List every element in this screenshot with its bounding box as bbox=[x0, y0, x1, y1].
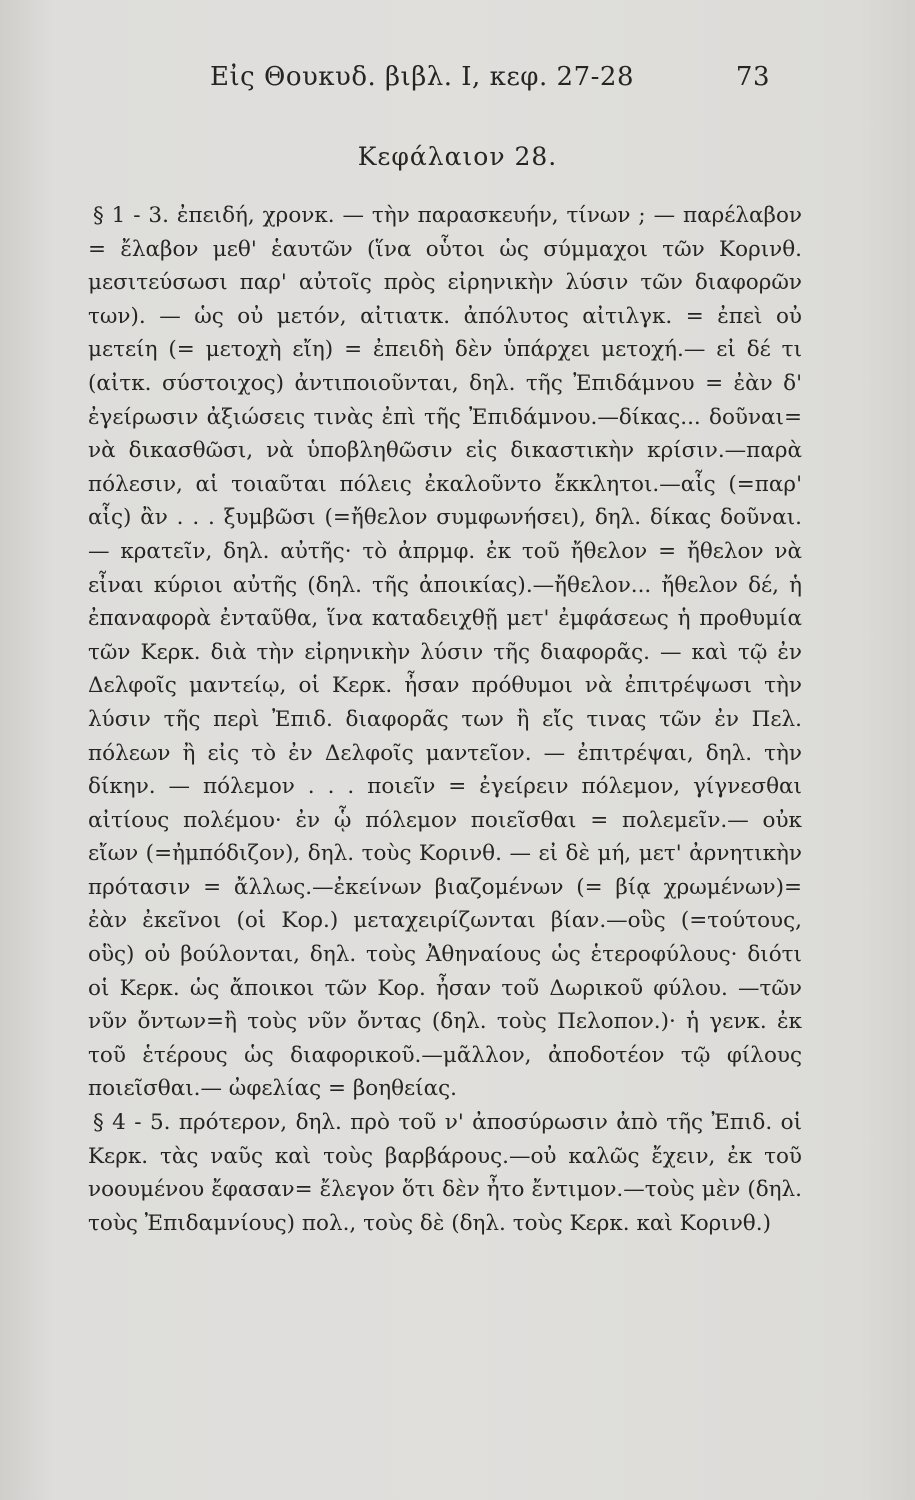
chapter-title: Κεφάλαιον 28. bbox=[357, 142, 558, 171]
page-number: 73 bbox=[735, 62, 770, 92]
paragraph-section-1-3: § 1 - 3. ἐπειδή, χρονκ. — τὴν παρασκευήν, τίνων ; — παρέλαβον = ἔλαβον μεθ' ἑαυτῶν (ἵνα οὗτοι ὡς σύμμαχοι τῶν Κορινθ. μεσιτεύσωσι παρ' αὐτοῖς πρὸς εἰρηνικὴν λύσιν τῶν διαφορῶν των). — ὡς οὐ μετόν, αἰτιατκ. ἀπόλυτος αἰτιλγκ. = ἐπεὶ οὐ μετείη (= μετοχὴ εἴη) = ἐπειδὴ δὲν ὑπάρχει μετοχή.— εἰ δέ τι (αἰτκ. σύστοιχος) ἀντιποιοῦνται, δηλ. τῆς Ἐπιδάμνου = ἐὰν δ' ἐγείρωσιν ἀξιώσεις τινὰς ἐπὶ τῆς Ἐπιδάμνου.—δίκας... δοῦναι= νὰ δικασθῶσι, νὰ ὑποβληθῶσιν εἰς δικαστικὴν κρίσιν.—παρὰ πόλεσιν, αἱ τοιαῦται πόλεις ἐκαλοῦντο ἔκκλητοι.—αἷς (=παρ' αἷς) ἂν . . . ξυμβῶσι (=ἤθελον συμφωνήσει), δηλ. δίκας δοῦναι.— κρατεῖν, δηλ. αὐτῆς· τὸ ἀπρμφ. ἐκ τοῦ ἤθελον = ἤθελον νὰ εἶναι κύριοι αὐτῆς (δηλ. τῆς ἀποικίας).—ἤθελον... ἤθελον δέ, ἡ ἐπαναφορὰ ἐνταῦθα, ἵνα καταδειχθῇ μετ' ἐμφάσεως ἡ προθυμία τῶν Κερκ. διὰ τὴν εἰρηνικὴν λύσιν τῆς διαφορᾶς. — καὶ τῷ ἐν Δελφοῖς μαντείῳ, οἱ Κερκ. ἦσαν πρόθυμοι νὰ ἐπιτρέψωσι τὴν λύσιν τῆς περὶ Ἐπιδ. διαφορᾶς των ἢ εἴς τινας τῶν ἐν Πελ. πόλεων ἢ εἰς τὸ ἐν Δελφοῖς μαντεῖον. — ἐπιτρέψαι, δηλ. τὴν δίκην. — πόλεμον . . . ποιεῖν = ἐγείρειν πόλεμον, γίγνεσθαι αἰτίους πολέμου· ἐν ᾧ πόλεμον ποιεῖσθαι = πολεμεῖν.— οὐκ εἴων (=ἠμπόδιζον), δηλ. τοὺς Κορινθ. — εἰ δὲ μή, μετ' ἀρνητικὴν πρότασιν = ἄλλως.—ἐκείνων βιαζομένων (= βίᾳ χρωμένων)= ἐὰν ἐκεῖνοι (οἱ Κορ.) μεταχειρίζωνται βίαν.—οὓς (=τούτους, οὓς) οὐ βούλονται, δηλ. τοὺς Ἀθηναίους ὡς ἑτεροφύλους· διότι οἱ Κερκ. ὡς ἄποικοι τῶν Κορ. ἦσαν τοῦ Δωρικοῦ φύλου. —τῶν νῦν ὄντων=ἢ τοὺς νῦν ὄντας (δηλ. τοὺς Πελοπον.)· ἡ γενκ. ἐκ τοῦ ἑτέρους ὡς διαφορικοῦ.—μᾶλλον, ἀποδοτέον τῷ φίλους ποιεῖσθαι.— ὠφελίας = βοηθείας. bbox=[88, 203, 802, 1102]
running-head: Εἰς Θουκυδ. βιβλ. Ι, κεφ. 27-28 bbox=[210, 62, 634, 92]
paragraph-section-4-5: § 4 - 5. πρότερον, δηλ. πρὸ τοῦ ν' ἀποσύρωσιν ἀπὸ τῆς Ἐπιδ. οἱ Κερκ. τὰς ναῦς καὶ τοὺς βαρβάρους.—οὐ καλῶς ἔχειν, ἐκ τοῦ νοουμένου ἔφασαν= ἔλεγον ὅτι δὲν ἦτο ἔντιμον.—τοὺς μὲν (δηλ. τοὺς Ἐπιδαμνίους) πολ., τοὺς δὲ (δηλ. τοὺς Κερκ. καὶ Κορινθ.) bbox=[88, 1110, 802, 1236]
commentary-text bbox=[88, 199, 802, 1240]
